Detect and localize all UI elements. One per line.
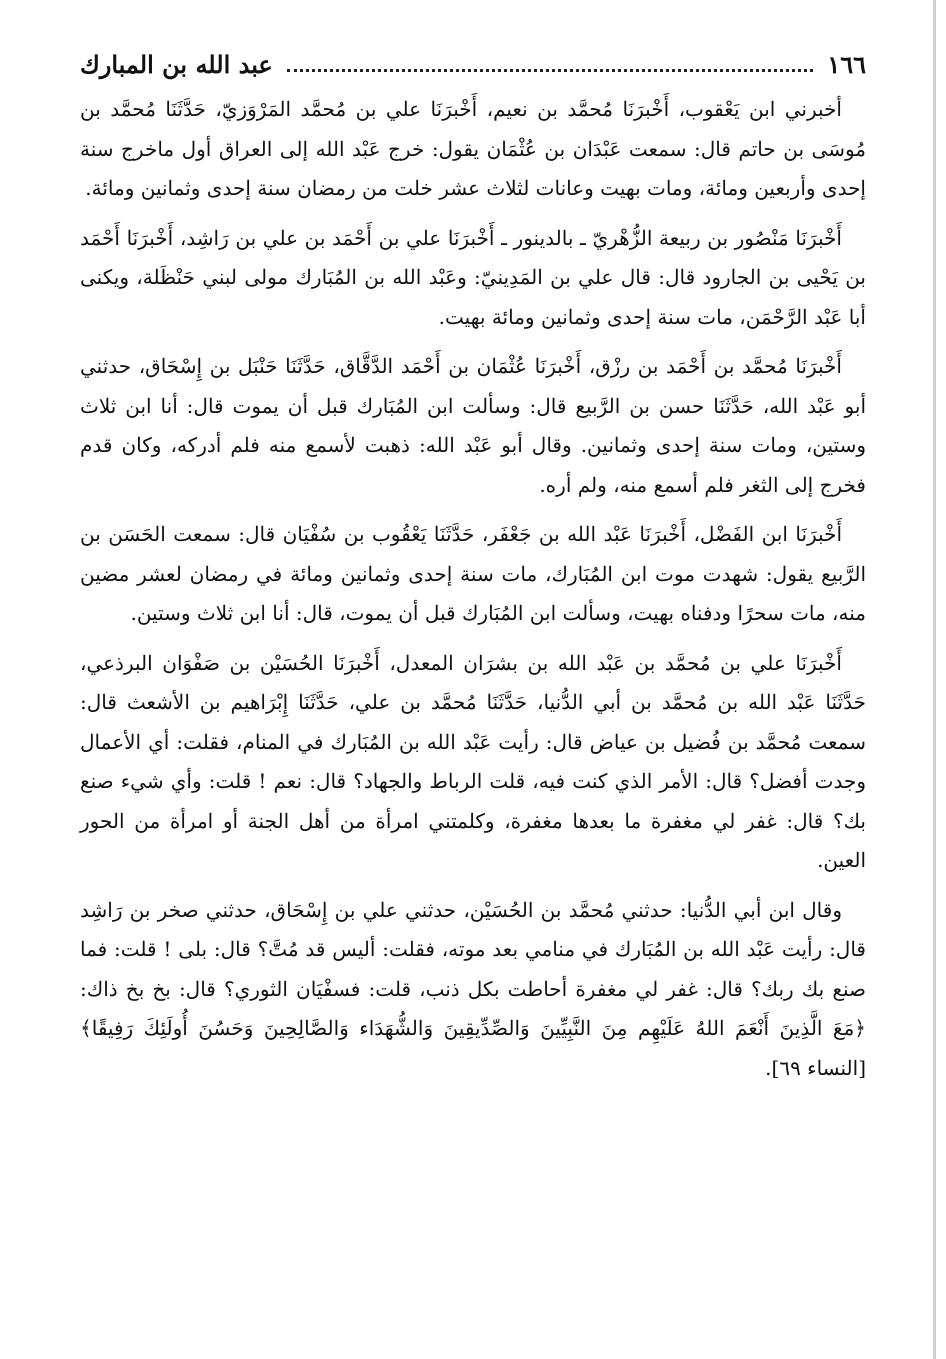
page-header bbox=[80, 44, 866, 84]
running-title: عبد الله بن المبارك bbox=[80, 49, 273, 79]
paragraph-3: أَخْبرَنَا مُحمَّد بن أَحْمَد بن رزْق، أَخْبرَنَا عُثْمَان بن أَحْمَد الدَّقَّاق، حَدَّثَنَا حَنْبَل بن إِسْحَاق، حدثني أبو عَبْد الله، حَدَّثَنَا حسن بن الرَّبيع قال: وسألت ابن المُبَارك قبل أن يموت قال: أنا ابن ثلاث وستين، ومات سنة إحدى وثمانين. وقال أبو عَبْد الله: ذهبت لأسمع منه فلم أدركه، وكان قدم فخرج إلى الثغر فلم أسمع منه، ولم أره. bbox=[80, 354, 866, 497]
paragraph-1: أخبرني ابن يَعْقوب، أَخْبرَنَا مُحمَّد بن نعيم، أَخْبرَنَا علي بن مُحمَّد المَرْوَزيّ، حَدَّثَنَا مُحمَّد بن مُوسَى بن حاتم قال: سمعت عَبْدَان بن عُثْمَان يقول: خرج عَبْد الله إلى العراق أول ماخرج سنة إحدى وأربعين ومائة، ومات بهيت وعانات لثلاث عشر خلت من رمضان سنة إحدى وثمانين ومائة. bbox=[80, 97, 866, 200]
paragraph-6: وقال ابن أبي الدُّنيا: حدثني مُحمَّد بن الحُسَيْن، حدثني علي بن إِسْحَاق، حدثني صخر بن رَاشِد قال: رأيت عَبْد الله بن المُبَارك في منامي بعد موته، فقلت: أليس قد مُتَّ؟ قال: بلى ! قلت: فما صنع بك ربك؟ قال: غفر لي مغفرة أحاطت بكل ذنب، قلت: فسفْيَان الثوري؟ قال: بخ بخ ذاك: ﴿مَعَ الَّذِينَ أَنْعَمَ اللهُ عَلَيْهِم مِنَ النَّبِيِّينَ وَالصِّدِّيقِينَ وَالشُّهَدَاء وَالصَّالِحِينَ وَحَسُنَ أُولَئِكَ رَفِيقًا﴾ [النساء ٦٩]. bbox=[80, 897, 866, 1080]
page-body bbox=[80, 90, 866, 1319]
header-dot-leader bbox=[287, 69, 814, 72]
paragraph-4: أَخْبرَنَا ابن الفَضْل، أَخْبرَنَا عَبْد الله بن جَعْفَر، حَدَّثَنَا يَعْقُوب بن سُفْيَان قال: سمعت الحَسَن بن الرَّبيع يقول: شهدت موت ابن المُبَارك، مات سنة إحدى وثمانين ومائة في رمضان لعشر مضين منه، مات سحرًا ودفناه بهيت، وسألت ابن المُبَارك قبل أن يموت، قال: أنا ابن ثلاث وستين. bbox=[80, 522, 866, 625]
paragraph-5: أَخْبرَنَا علي بن مُحمَّد بن عَبْد الله بن بشرَان المعدل، أَخْبرَنَا الحُسَيْن بن صَفْوَان البرذعي، حَدَّثَنَا عَبْد الله بن مُحمَّد بن أبي الدُّنيا، حَدَّثَنَا مُحمَّد بن علي، حَدَّثَنَا إِبْرَاهيم بن الأشعث قال: سمعت مُحمَّد بن فُضيل بن عياض قال: رأيت عَبْد الله بن المُبَارك في المنام، فقلت: أي الأعمال وجدت أفضل؟ قال: الأمر الذي كنت فيه، قلت الرباط والجهاد؟ قال: نعم ! قلت: وأي شيء صنع بك؟ قال: غفر لي مغفرة ما بعدها مغفرة، وكلمتني امرأة من أهل الجنة أو امرأة من الحور العين. bbox=[80, 650, 866, 872]
paragraph-2: أَخْبرَنَا مَنْصُور بن ربيعة الزُّهْريّ ـ بالدينور ـ أَخْبرَنَا علي بن أَحْمَد بن علي بن رَاشِد، أَخْبرَنَا أَحْمَد بن يَحْيى بن الجارود قال: قال علي بن المَدِينيّ: وعَبْد الله بن المُبَارك مولى لبني حَنْظَلة، ويكنى أبا عَبْد الرَّحْمَن، مات سنة إحدى وثمانين ومائة بهيت. bbox=[80, 225, 866, 329]
scan-edge-line bbox=[933, 0, 936, 1359]
page-number: ١٦٦ bbox=[827, 49, 866, 79]
